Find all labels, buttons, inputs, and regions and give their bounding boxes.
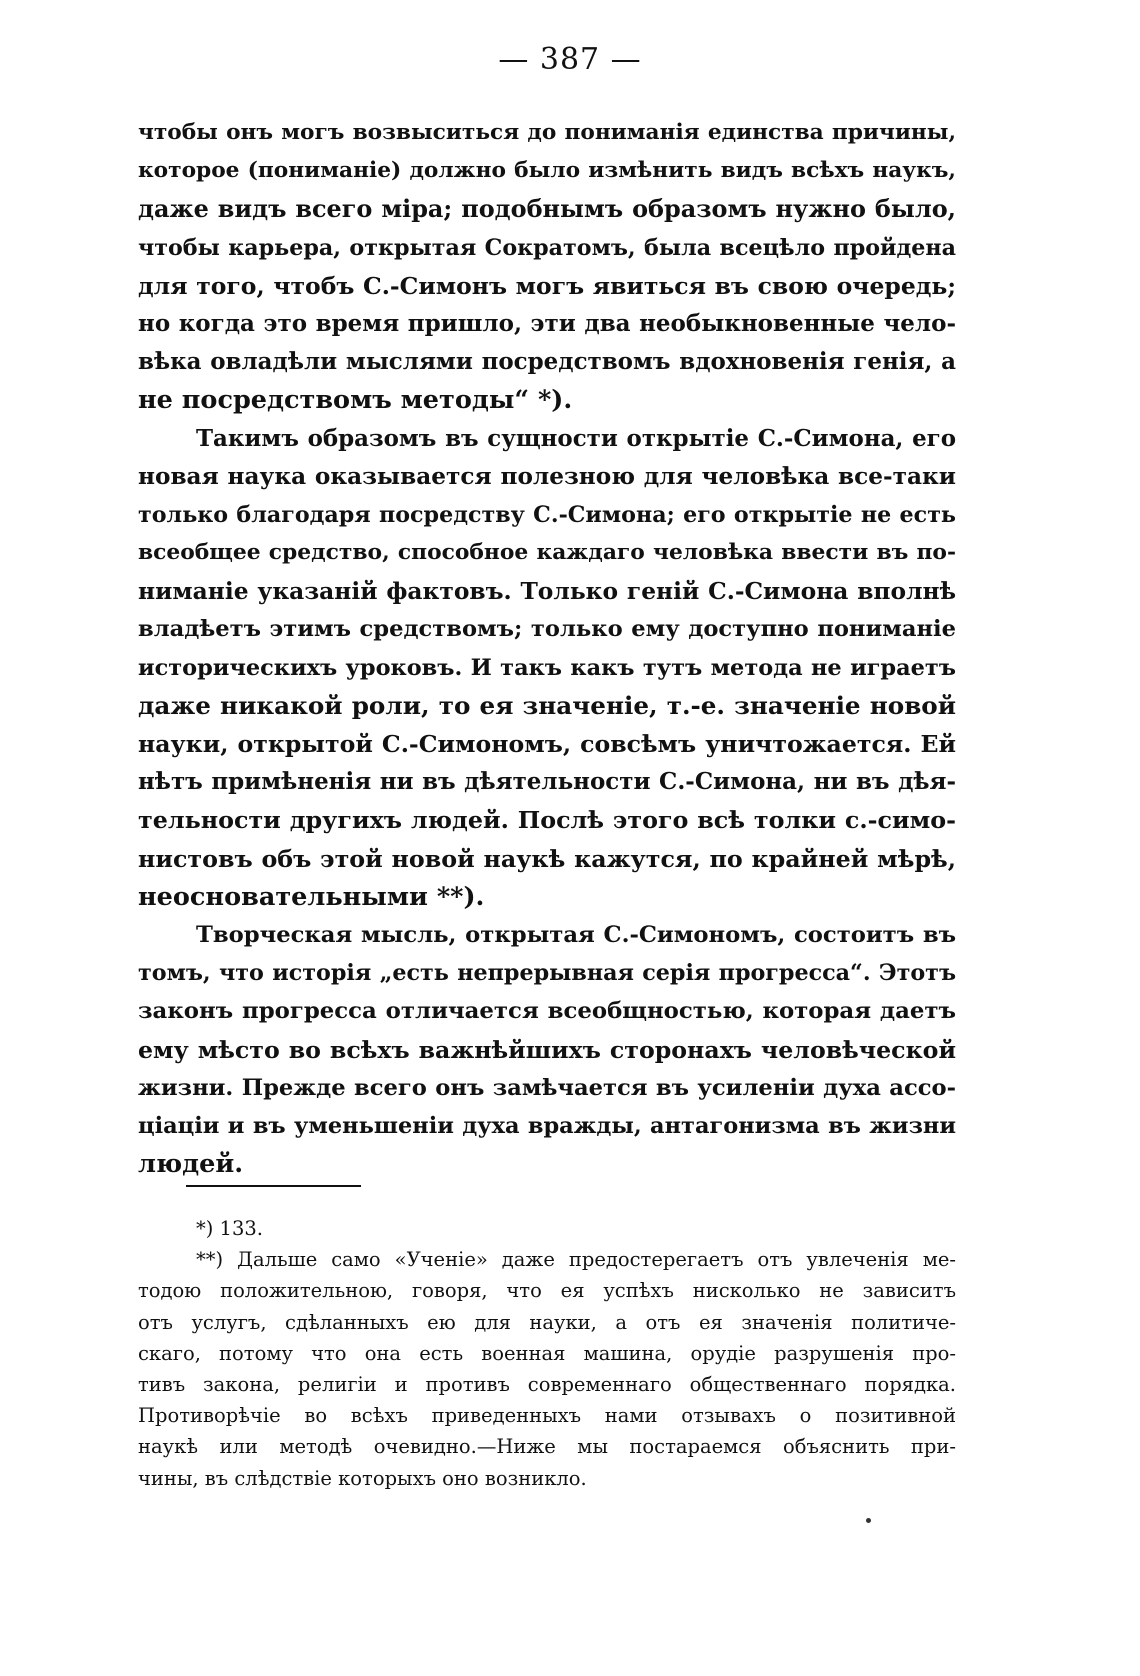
text-line: историческихъ уроковъ. И такъ какъ тутъ метода не играетъ: [138, 654, 956, 681]
footnote: [138, 1213, 956, 1244]
text-line: даже никакой роли, то ея значеніе, т.-е. значеніе новой: [138, 690, 956, 720]
page-number: — 387 —: [498, 42, 642, 77]
footnote: [138, 1244, 956, 1494]
text-line: людей.: [138, 1149, 244, 1180]
footnotes: [138, 1213, 956, 1494]
text-line: не посредствомъ методы“ *).: [138, 385, 573, 416]
footnote-line: отъ услугъ, сдѣланныхъ ею для науки, а отъ ея значенія политиче-: [138, 1310, 956, 1334]
text-line: нистовъ объ этой новой наукѣ кажутся, по крайней мѣрѣ,: [138, 844, 956, 873]
text-line: ему мѣсто во всѣхъ важнѣйшихъ сторонахъ человѣческой: [138, 1035, 956, 1064]
footnote-line: скаго, потому что она есть военная машина, орудіе разрушенія про-: [138, 1341, 956, 1365]
print-speck: [866, 1518, 871, 1523]
text-line: ниманіе указаній фактовъ. Только геній С.-Симона вполнѣ: [138, 577, 956, 606]
text-line: всеобщее средство, способное каждаго человѣка ввести въ по-: [138, 540, 956, 566]
text-line: тельности другихъ людей. Послѣ этого всѣ толки с.-симо-: [138, 806, 956, 835]
text-line: вѣка овладѣли мыслями посредствомъ вдохновенія генія, а: [138, 348, 956, 376]
footnote-line: Противорѣчіе во всѣхъ приведенныхъ нами отзывахъ о позитивной: [138, 1404, 956, 1428]
text-line: которое (пониманіе) должно было измѣнить видъ всѣхъ наукъ,: [138, 158, 956, 184]
footnote-line: чины, въ слѣдствіе которыхъ оно возникло.: [138, 1466, 587, 1490]
text-line: только благодаря посредству С.-Симона; его открытіе не есть: [138, 501, 956, 528]
text-line: но когда это время пришло, эти два необыкновенные чело-: [138, 309, 956, 337]
footnote-line: наукѣ или методѣ очевидно.—Ниже мы постараемся объяснить при-: [138, 1435, 956, 1459]
text-line: законъ прогресса отличается всеобщностью, которая даетъ: [138, 998, 956, 1025]
paragraph: [138, 114, 956, 420]
text-line: чтобы онъ могъ возвыситься до пониманія единства причины,: [138, 120, 956, 145]
footnote-line: *) 133.: [196, 1217, 263, 1240]
text-line: чтобы карьера, открытая Сократомъ, была всецѣло пройдена: [138, 234, 956, 261]
main-text: [138, 114, 956, 1183]
text-line: для того, чтобъ С.-Симонъ могъ явиться въ свою очередь;: [138, 271, 956, 300]
footnote-line: **) Дальше само «Ученіе» даже предостерегаетъ отъ увлеченія ме-: [196, 1248, 956, 1272]
text-line: владѣетъ этимъ средствомъ; только ему доступно пониманіе: [138, 616, 956, 643]
text-line: ціаціи и въ уменьшеніи духа вражды, антагонизма въ жизни: [138, 1112, 956, 1139]
text-line: томъ, что исторія „есть непрерывная серія прогресса“. Этотъ: [138, 960, 956, 987]
text-line: Такимъ образомъ въ сущности открытіе С.-Симона, его: [196, 424, 956, 452]
text-line: Творческая мысль, открытая С.-Симономъ, состоитъ въ: [196, 921, 956, 948]
footnote-line: тодою положительною, говоря, что ея успѣхъ нисколько не зависитъ: [138, 1279, 956, 1303]
text-line: даже видъ всего міра; подобнымъ образомъ нужно было,: [138, 195, 956, 224]
text-line: нѣтъ примѣненія ни въ дѣятельности С.-Симона, ни въ дѣя-: [138, 768, 956, 796]
text-line: жизни. Прежде всего онъ замѣчается въ усиленіи духа ассо-: [138, 1074, 956, 1101]
text-line: неосновательными **).: [138, 881, 485, 912]
text-line: новая наука оказывается полезною для человѣка все-таки: [138, 462, 956, 490]
paragraph: [138, 420, 956, 916]
footnote-line: тивъ закона, религіи и противъ современнаго общественнаго порядка.: [138, 1372, 956, 1396]
footnote-divider: [186, 1185, 361, 1187]
paragraph: [138, 916, 956, 1183]
text-line: науки, открытой С.-Симономъ, совсѣмъ уничтожается. Ей: [138, 730, 956, 758]
